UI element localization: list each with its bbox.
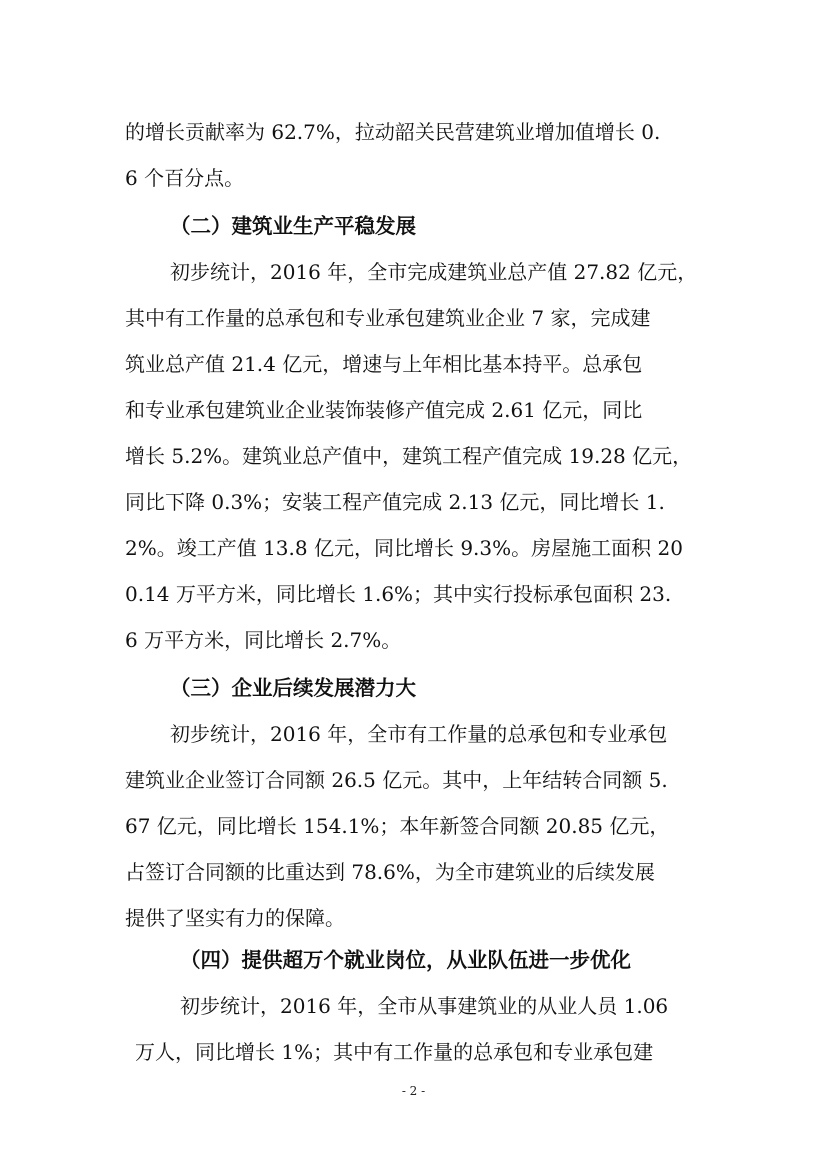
body-text-line: 6 个百分点。 [125, 166, 245, 190]
body-text-line: 万人，同比增长 1%；其中有工作量的总承包和专业承包建 [135, 1040, 654, 1064]
paragraph-first-line: 初步统计，2016 年，全市有工作量的总承包和专业承包 [170, 722, 668, 746]
body-text-line: 6 万平方米，同比增长 2.7%。 [125, 628, 402, 652]
body-text-line: 筑业总产值 21.4 亿元，增速与上年相比基本持平。总承包 [125, 352, 643, 376]
paragraph-first-line: 初步统计，2016 年，全市从事建筑业的从业人员 1.06 [180, 994, 669, 1018]
body-text-line: 的增长贡献率为 62.7%，拉动韶关民营建筑业增加值增长 0. [125, 120, 661, 144]
body-text-line: 同比下降 0.3%；安装工程产值完成 2.13 亿元，同比增长 1. [125, 490, 665, 514]
body-text-line: 建筑业企业签订合同额 26.5 亿元。其中，上年结转合同额 5. [125, 768, 668, 792]
body-text-line: 67 亿元，同比增长 154.1%；本年新签合同额 20.85 亿元， [125, 814, 670, 838]
body-text-line: 其中有工作量的总承包和专业承包建筑业企业 7 家，完成建 [125, 306, 651, 330]
page-number: - 2 - [401, 1084, 426, 1098]
paragraph-first-line: 初步统计，2016 年，全市完成建筑业总产值 27.82 亿元， [170, 260, 698, 284]
body-text-line: 0.14 万平方米，同比增长 1.6%；其中实行投标承包面积 23. [125, 582, 672, 606]
body-text-line: 增长 5.2%。建筑业总产值中，建筑工程产值完成 19.28 亿元， [125, 444, 693, 468]
body-text-line: 2%。竣工产值 13.8 亿元，同比增长 9.3%。房屋施工面积 20 [125, 536, 683, 560]
body-text-line: 和专业承包建筑业企业装饰装修产值完成 2.61 亿元，同比 [125, 398, 643, 422]
section-heading-3: （三）企业后续发展潜力大 [170, 676, 416, 700]
section-heading-4: （四）提供超万个就业岗位，从业队伍进一步优化 [180, 948, 631, 972]
section-heading-2: （二）建筑业生产平稳发展 [170, 214, 416, 238]
body-text-line: 占签订合同额的比重达到 78.6%，为全市建筑业的后续发展 [125, 860, 655, 884]
body-text-line: 提供了坚实有力的保障。 [125, 906, 345, 930]
